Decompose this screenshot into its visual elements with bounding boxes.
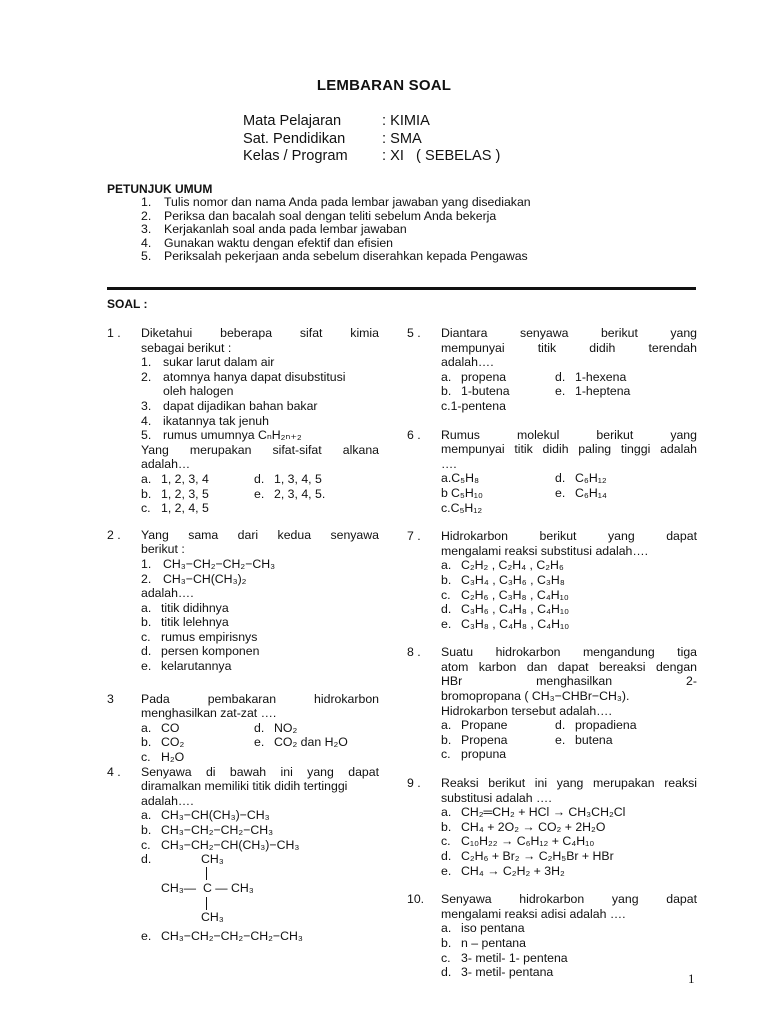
option-text: titik didihnya — [161, 600, 229, 615]
instruction-text: Tulis nomor dan nama Anda pada lembar jawaban yang disediakan — [164, 195, 531, 209]
option-letter: c. — [441, 587, 451, 602]
option-letter: d. — [141, 852, 152, 867]
question-text: Hidrokarbon tersebut adalah…. — [441, 703, 612, 718]
answer-option: c.1-pentena — [441, 398, 506, 413]
question-text: Reaksi berikut ini yang merupakan reaksi — [441, 776, 697, 791]
option-text: C₆H₁₄ — [575, 485, 607, 500]
instruction-number: 5. — [141, 249, 152, 264]
instruction-number: 3. — [141, 222, 152, 237]
option-letter: b. — [141, 823, 152, 837]
option-letter: e. — [254, 735, 265, 750]
meta-value: : SMA — [382, 130, 422, 147]
answer-options — [141, 472, 379, 516]
question-text: Yang merupakan sifat-sifat alkana — [141, 442, 379, 457]
answer-option — [441, 384, 555, 399]
formula-top: CH₃ — [201, 852, 224, 867]
option-text: C₅H₈ — [451, 471, 480, 486]
answer-options — [441, 471, 697, 500]
instructions-heading: PETUNJUK UMUM — [107, 182, 213, 196]
question-text: adalah…. — [141, 586, 194, 601]
instruction-text: Periksa dan bacalah soal dengan teliti sebelum Anda bekerja — [164, 208, 497, 223]
item-text: CH₃−CH₂−CH₂−CH₃ — [163, 556, 276, 571]
option-letter: d. — [254, 471, 265, 486]
item-number: 2. — [141, 369, 152, 384]
question-number: 6 . — [407, 427, 421, 442]
question-text: berikut : — [141, 542, 185, 557]
item-number: 4. — [141, 413, 152, 428]
option-text: n – pentana — [461, 935, 526, 950]
answer-option — [254, 735, 379, 750]
question-text: Senyawa hidrokarbon yang dapat — [441, 892, 697, 907]
answer-option — [141, 601, 379, 616]
answer-option — [441, 936, 697, 951]
option-text: 1, 2, 3, 5 — [161, 486, 209, 501]
answer-option — [141, 501, 254, 516]
question-text: adalah… — [141, 457, 191, 472]
answer-option — [555, 370, 697, 385]
item-number: 3. — [141, 398, 152, 413]
option-text: persen komponen — [161, 644, 260, 659]
item-number: 2. — [141, 571, 152, 586]
option-letter: c. — [141, 837, 151, 852]
instruction-number: 1. — [141, 195, 152, 209]
option-text: CH₃−CH₂−CH₂−CH₂−CH₃ — [161, 929, 303, 944]
list-item — [141, 414, 379, 429]
option-letter: d. — [254, 720, 265, 735]
option-letter: b. — [441, 572, 452, 587]
option-letter: b. — [141, 486, 152, 501]
option-letter: e. — [441, 616, 452, 631]
option-text: CH₄ → C₂H₂ + 3H₂ — [461, 863, 565, 878]
question-number: 9 . — [407, 776, 421, 791]
question-4 — [107, 765, 379, 944]
question-text: Yang sama dari kedua senyawa — [141, 527, 379, 542]
question-text: atom karbon dan dapat bereaksi dengan — [441, 659, 697, 674]
option-text: CO — [161, 720, 180, 735]
right-column — [407, 326, 697, 992]
option-letter: b — [441, 485, 448, 500]
question-number: 10. — [407, 892, 425, 907]
option-text: C₃H₆ , C₄H₈ , C₄H₁₀ — [461, 602, 570, 617]
answer-option — [141, 929, 379, 944]
item-number: 1. — [141, 355, 152, 370]
question-text: adalah…. — [141, 793, 194, 808]
instruction-item — [107, 210, 707, 224]
question-6 — [407, 428, 697, 516]
answer-option: c.C₅H₁₂ — [441, 500, 483, 515]
option-letter: e. — [254, 486, 265, 501]
answer-option — [555, 384, 697, 399]
question-text: Suatu hidrokarbon mengandung tiga — [441, 645, 697, 660]
formula-bottom: CH₃ — [201, 910, 224, 925]
question-5 — [407, 326, 697, 414]
left-column — [107, 326, 379, 956]
answer-option — [441, 573, 697, 588]
option-text: 1, 2, 3, 4 — [161, 471, 209, 486]
option-letter: c. — [441, 747, 451, 762]
item-text: sukar larut dalam air — [163, 355, 275, 370]
list-item — [141, 557, 379, 572]
answer-option — [141, 823, 379, 838]
answer-option — [555, 486, 697, 501]
instruction-item — [107, 237, 707, 251]
item-text: CH₃−CH(CH₃)₂ — [163, 571, 247, 586]
option-text: propadiena — [575, 718, 637, 733]
option-letter: c. — [441, 834, 451, 849]
item-text: rumus umumnya CₙH₂ₙ₊₂ — [163, 428, 302, 443]
item-number — [141, 384, 163, 399]
option-text: kelarutannya — [161, 659, 232, 674]
question-text: …. — [441, 456, 457, 471]
option-letter: d. — [441, 965, 452, 980]
question-number: 8 . — [407, 645, 421, 660]
question-number: 4 . — [107, 764, 121, 779]
answer-option — [141, 630, 379, 645]
answer-option — [441, 558, 697, 573]
option-letter: c. — [141, 501, 151, 516]
answer-option — [441, 602, 697, 617]
instruction-item — [107, 250, 707, 264]
item-text: ikatannya tak jenuh — [163, 413, 269, 428]
option-letter: b. — [441, 732, 452, 747]
option-letter: b. — [441, 819, 452, 834]
instruction-text: Kerjakanlah soal anda pada lembar jawaban — [164, 222, 407, 237]
text-fragment: menghasilkan — [536, 674, 613, 689]
answer-option — [441, 864, 697, 879]
option-text: C₂H₂ , C₂H₄ , C₂H₆ — [461, 558, 564, 573]
option-letter: a. — [141, 600, 152, 615]
option-text: butena — [575, 732, 613, 747]
subject-info — [243, 113, 500, 166]
answer-option — [141, 735, 254, 750]
answer-option — [441, 834, 697, 849]
answer-option — [441, 718, 555, 733]
option-letter: e. — [555, 732, 566, 747]
instruction-number: 2. — [141, 208, 152, 223]
answer-option — [141, 852, 379, 926]
page-title: LEMBARAN SOAL — [316, 77, 452, 94]
question-number: 7 . — [407, 529, 421, 544]
option-text: C₃H₈ , C₄H₈ , C₄H₁₀ — [461, 616, 570, 631]
item-text: oleh halogen — [163, 384, 234, 399]
question-text: Diketahui beberapa sifat kimia — [141, 326, 379, 340]
question-text: diramalkan memiliki titik didih tertinggi — [141, 779, 348, 794]
option-text: iso pentana — [461, 921, 525, 936]
answer-option — [441, 733, 555, 748]
answer-option — [441, 820, 697, 835]
answer-option — [441, 849, 697, 864]
option-letter: d. — [555, 471, 566, 486]
option-text: C₂H₆ , C₃H₈ , C₄H₁₀ — [461, 587, 569, 602]
list-item — [141, 572, 379, 587]
option-letter: a. — [441, 471, 452, 486]
instruction-text: Periksalah pekerjaan anda sebelum diserahkan kepada Pengawas — [164, 249, 528, 264]
option-letter: b. — [141, 735, 152, 750]
option-letter: c. — [141, 750, 151, 765]
option-text: NO₂ — [274, 720, 298, 735]
option-text: CO₂ dan H₂O — [274, 735, 348, 750]
general-instructions — [107, 182, 707, 264]
option-text: C₅H₁₀ — [451, 485, 483, 500]
question-number: 5 . — [407, 326, 421, 340]
option-text: titik lelehnya — [161, 615, 229, 630]
text-fragment: HBr — [441, 674, 463, 689]
list-item — [141, 384, 379, 399]
option-letter: d. — [555, 718, 566, 733]
list-item — [141, 355, 379, 370]
option-letter: c. — [141, 629, 151, 644]
option-letter: d. — [441, 849, 452, 863]
option-letter: a. — [441, 718, 452, 733]
question-text: sebagai berikut : — [141, 340, 232, 355]
item-text: atomnya hanya dapat disubstitusi — [163, 369, 346, 384]
answer-option — [441, 951, 697, 966]
question-1 — [107, 326, 379, 516]
answer-option — [441, 370, 555, 385]
answer-option — [141, 615, 379, 630]
question-text: mengalami reaksi substitusi adalah…. — [441, 543, 649, 558]
list-item — [141, 370, 379, 385]
answer-options — [141, 721, 379, 765]
question-text: substitusi adalah …. — [441, 790, 552, 805]
answer-options — [441, 718, 697, 762]
option-letter: e. — [555, 485, 566, 500]
option-text: 1-heptena — [575, 384, 631, 399]
answer-option — [441, 588, 697, 603]
item-number: 1. — [141, 556, 152, 571]
answer-option — [254, 721, 379, 736]
option-letter: e. — [555, 384, 566, 399]
answer-option — [141, 721, 254, 736]
question-number: 1 . — [107, 326, 121, 340]
option-text: 2, 3, 4, 5. — [274, 486, 326, 501]
answer-option — [141, 487, 254, 502]
option-letter: a. — [141, 808, 152, 823]
list-item — [141, 428, 379, 443]
answer-option — [141, 838, 379, 853]
instruction-item — [107, 223, 707, 237]
option-text: propena — [461, 369, 507, 384]
question-text: Pada pembakaran hidrokarbon — [141, 691, 379, 706]
option-text: C₃H₄ , C₃H₆ , C₃H₈ — [461, 572, 565, 587]
option-text: 3- metil- 1- pentena — [461, 950, 568, 965]
question-text: mempunyai titik didih paling tinggi adalah — [441, 442, 697, 457]
option-letter: d. — [441, 602, 452, 617]
meta-label: Mata Pelajaran — [243, 113, 342, 129]
option-text: C₂H₆ + Br₂ → C₂H₅Br + HBr — [461, 849, 614, 863]
question-text: adalah…. — [441, 355, 494, 370]
structural-formula — [161, 852, 301, 926]
answer-option — [254, 472, 379, 487]
option-text: 3- metil- pentana — [461, 965, 554, 980]
option-letter: e. — [141, 929, 152, 944]
question-text — [441, 674, 697, 689]
bond-line — [206, 897, 207, 910]
page-number: 1 — [688, 971, 695, 986]
question-number: 3 — [107, 691, 114, 706]
option-text: CO₂ — [161, 735, 185, 750]
question-8 — [407, 645, 697, 762]
question-text: Diantara senyawa berikut yang — [441, 326, 697, 340]
answer-option — [441, 747, 555, 762]
option-text: CH₃−CH(CH₃)−CH₃ — [161, 808, 270, 823]
option-text: 1-butena — [461, 384, 510, 399]
option-text: 1, 3, 4, 5 — [274, 471, 322, 486]
option-letter: b. — [441, 384, 452, 399]
formula-center: C — CH₃ — [203, 881, 254, 896]
item-text: dapat dijadikan bahan bakar — [163, 398, 318, 413]
question-text: Rumus molekul berikut yang — [441, 427, 697, 442]
option-letter: a. — [441, 921, 452, 936]
item-number: 5. — [141, 428, 152, 443]
option-letter: a. — [441, 369, 452, 384]
option-text: Propena — [461, 732, 508, 747]
answer-option — [254, 487, 379, 502]
answer-option — [441, 486, 555, 501]
option-letter: d. — [141, 644, 152, 659]
answer-option — [441, 471, 555, 486]
answer-option — [441, 921, 697, 936]
meta-label: Kelas / Program — [243, 148, 348, 164]
answer-option — [141, 644, 379, 659]
option-text: rumus empirisnys — [161, 629, 258, 644]
question-text: Senyawa di bawah ini yang dapat — [141, 764, 379, 779]
meta-value: : XI ( SEBELAS ) — [382, 148, 501, 164]
option-text: C₁₀H₂₂ → C₆H₁₂ + C₄H₁₀ — [461, 834, 595, 849]
answer-option — [555, 718, 697, 733]
option-text: propuna — [461, 747, 507, 762]
option-text: CH₄ + 2O₂ → CO₂ + 2H₂O — [461, 819, 606, 834]
option-text: 1, 2, 4, 5 — [161, 501, 209, 516]
answer-option — [441, 965, 697, 980]
question-2 — [107, 528, 379, 674]
option-letter: e. — [141, 659, 152, 674]
list-item — [141, 399, 379, 414]
question-9 — [407, 776, 697, 878]
instruction-text: Gunakan waktu dengan efektif dan efisien — [164, 235, 394, 250]
meta-value: : KIMIA — [382, 113, 430, 129]
option-letter: b. — [441, 935, 452, 950]
meta-label: Sat. Pendidikan — [243, 130, 346, 147]
answer-option — [141, 808, 379, 823]
questions-heading: SOAL : — [107, 297, 148, 311]
answer-option — [555, 471, 697, 486]
question-10 — [407, 892, 697, 980]
option-text: H₂O — [161, 750, 185, 765]
answer-option — [141, 750, 254, 765]
instruction-number: 4. — [141, 235, 152, 250]
option-text: Propane — [461, 718, 508, 733]
question-number: 2 . — [107, 527, 121, 542]
answer-option — [441, 617, 697, 632]
option-text: C₆H₁₂ — [575, 471, 607, 486]
text-fragment: 2- — [686, 674, 697, 689]
answer-option — [141, 659, 379, 674]
question-text: bromopropana ( CH₃−CHBr−CH₃). — [441, 689, 630, 704]
question-text: mempunyai titik didih terendah — [441, 340, 697, 355]
divider — [107, 287, 696, 290]
question-3 — [107, 692, 379, 765]
question-7 — [407, 529, 697, 631]
answer-option — [441, 805, 697, 820]
option-letter: c. — [441, 950, 451, 965]
instruction-item — [107, 196, 707, 210]
option-letter: a. — [441, 805, 452, 820]
option-text: 1-hexena — [575, 369, 627, 384]
bond-line — [206, 867, 207, 880]
option-text: CH₂═CH₂ + HCl → CH₃CH₂Cl — [461, 805, 626, 820]
question-text: Hidrokarbon berikut yang dapat — [441, 529, 697, 544]
answer-options — [441, 370, 697, 399]
option-letter: a. — [141, 471, 152, 486]
answer-option — [555, 733, 697, 748]
option-letter: a. — [441, 558, 452, 573]
question-text: mengalami reaksi adisi adalah …. — [441, 906, 626, 921]
answer-option — [141, 472, 254, 487]
option-letter: a. — [141, 720, 152, 735]
option-letter: b. — [141, 615, 152, 630]
option-letter: d. — [555, 369, 566, 384]
option-letter: e. — [441, 863, 452, 878]
question-text: menghasilkan zat-zat …. — [141, 706, 277, 721]
option-text: CH₃−CH₂−CH₂−CH₃ — [161, 823, 274, 837]
option-text: CH₃−CH₂−CH(CH₃)−CH₃ — [161, 837, 300, 852]
formula-left: CH₃— — [161, 881, 197, 896]
